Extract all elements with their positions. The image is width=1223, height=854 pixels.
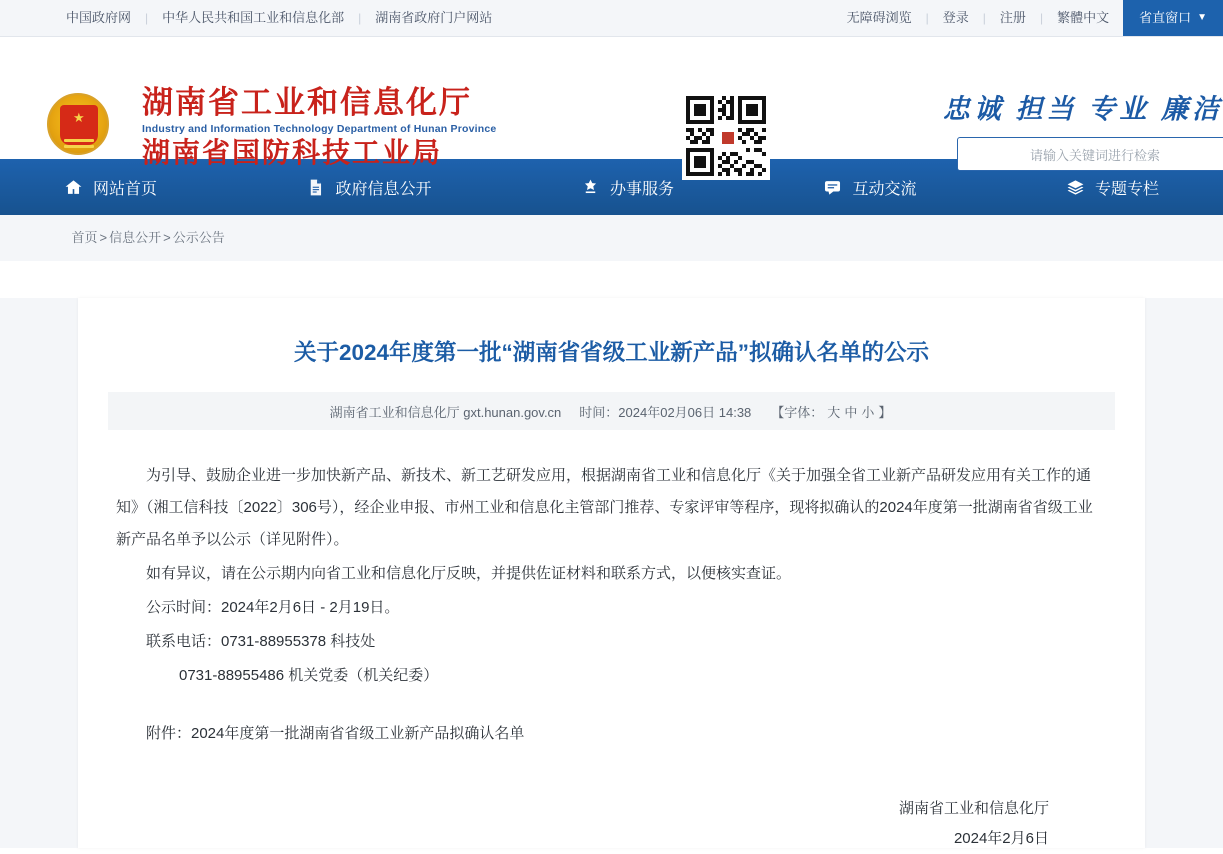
qr-code-icon[interactable]: [682, 92, 770, 180]
article-time: 时间：2024年02月06日 14:38: [579, 404, 752, 420]
nav-item-topics[interactable]: [1066, 176, 1159, 199]
article-paragraph-2: 如有异议，请在公示期内向省工业和信息化厅反映，并提供佐证材料和联系方式，以便核实查证。: [146, 565, 792, 582]
topbar-separator: |: [925, 11, 929, 25]
breadcrumb: [72, 215, 1152, 261]
page-title: 关于2024年度第一批“湖南省省级工业新产品”拟确认名单的公示: [293, 340, 930, 365]
layers-icon: [1066, 178, 1085, 197]
signature-organization: 湖南省工业和信息化厅: [898, 800, 1049, 817]
article-card: [78, 298, 1145, 848]
breadcrumb-separator: >: [99, 230, 108, 245]
nav-item-interaction[interactable]: [823, 176, 916, 199]
article-meta: [108, 392, 1115, 430]
topbar-link-accessibility[interactable]: 无障碍浏览: [846, 10, 912, 25]
nav-label-interaction: 互动交流: [852, 180, 917, 198]
breadcrumb-item-announcements[interactable]: 公示公告: [172, 230, 225, 245]
font-size-small[interactable]: 小: [861, 404, 875, 420]
article-content: [108, 430, 1115, 854]
home-icon: [64, 178, 83, 197]
top-utility-bar: [0, 0, 1223, 37]
topbar-separator: |: [145, 11, 149, 25]
article-source: 湖南省工业和信息化厅 gxt.hunan.gov.cn: [329, 404, 562, 420]
nav-item-home[interactable]: [64, 176, 157, 199]
font-size-medium[interactable]: 中: [844, 404, 858, 420]
page-body: [0, 298, 1223, 848]
site-header: [0, 37, 1223, 169]
breadcrumb-item-disclosure[interactable]: 信息公开: [109, 230, 162, 245]
topbar-link-login[interactable]: 登录: [942, 10, 969, 25]
nav-item-gov-info[interactable]: [306, 176, 431, 199]
chevron-down-icon: ▼: [1197, 12, 1207, 23]
font-size-control: [769, 402, 893, 421]
breadcrumb-separator: >: [163, 230, 171, 245]
provincial-portal-button[interactable]: [1123, 0, 1223, 36]
topbar-link-miit[interactable]: 中华人民共和国工业和信息化部: [162, 10, 345, 25]
topbar-separator: |: [982, 11, 986, 25]
breadcrumb-item-home[interactable]: 首页: [71, 230, 98, 245]
department-slogan: 忠诚 担当 专业 廉洁: [942, 94, 1223, 124]
document-icon: [306, 178, 325, 197]
nav-label-gov-info: 政府信息公开: [335, 180, 432, 198]
article: [78, 298, 1145, 854]
topbar-link-traditional-chinese[interactable]: 繁體中文: [1057, 10, 1110, 25]
article-paragraph-3: 公示时间：2024年2月6日 - 2月19日。: [146, 599, 400, 616]
provincial-portal-label: 省直窗口: [1139, 10, 1192, 25]
font-size-large[interactable]: 大: [827, 404, 841, 420]
topbar-separator: |: [1039, 11, 1044, 25]
topbar-separator: |: [358, 11, 362, 25]
topbar-link-china-gov[interactable]: 中国政府网: [66, 10, 132, 25]
chat-icon: [823, 178, 842, 197]
org-name-primary: 湖南省工业和信息化厅: [142, 85, 472, 120]
signature-date: 2024年2月6日: [953, 830, 1049, 847]
font-size-label: 【字体：: [771, 404, 824, 420]
national-emblem-icon: ★: [47, 93, 109, 155]
org-name-english: Industry and Information Technology Department of Hunan Province: [142, 123, 497, 135]
article-attachment-link[interactable]: 附件：2024年度第一批湖南省省级工业新产品拟确认名单: [146, 725, 525, 742]
topbar-left-links: [52, 0, 506, 36]
article-paragraph-5: 0731-88955486 机关党委（机关纪委）: [179, 667, 439, 684]
service-icon: [581, 178, 600, 197]
nav-label-service: 办事服务: [609, 180, 674, 198]
nav-label-topics: 专题专栏: [1094, 180, 1159, 198]
topbar-right-links: [833, 0, 1223, 36]
topbar-link-register[interactable]: 注册: [999, 10, 1026, 25]
article-paragraph-1: 为引导、鼓励企业进一步加快新产品、新技术、新工艺研发应用，根据湖南省工业和信息化厅《关于加强全省工业新产品研发应用有关工作的通知》（湘工信科技〔2022〕306号），经企业申报、市州工业和信息化主管部门推荐、专家评审等程序，现将拟确认的2024年度第一批湖南省省级工业新产品名单予以公示（详见附件）。: [116, 467, 1093, 548]
organization-title: [142, 85, 496, 171]
org-name-secondary: 湖南省国防科技工业局: [142, 138, 443, 169]
topbar-link-hunan-gov[interactable]: 湖南省政府门户网站: [375, 10, 493, 25]
font-size-close: 】: [878, 404, 892, 420]
nav-item-service[interactable]: [581, 176, 674, 199]
nav-label-home: 网站首页: [93, 180, 158, 198]
article-signature: [116, 794, 1107, 854]
search-input[interactable]: [958, 138, 1223, 172]
article-paragraph-4: 联系电话：0731-88955378 科技处: [146, 633, 376, 650]
breadcrumb-bar: [0, 215, 1223, 261]
search-box[interactable]: [957, 137, 1223, 171]
